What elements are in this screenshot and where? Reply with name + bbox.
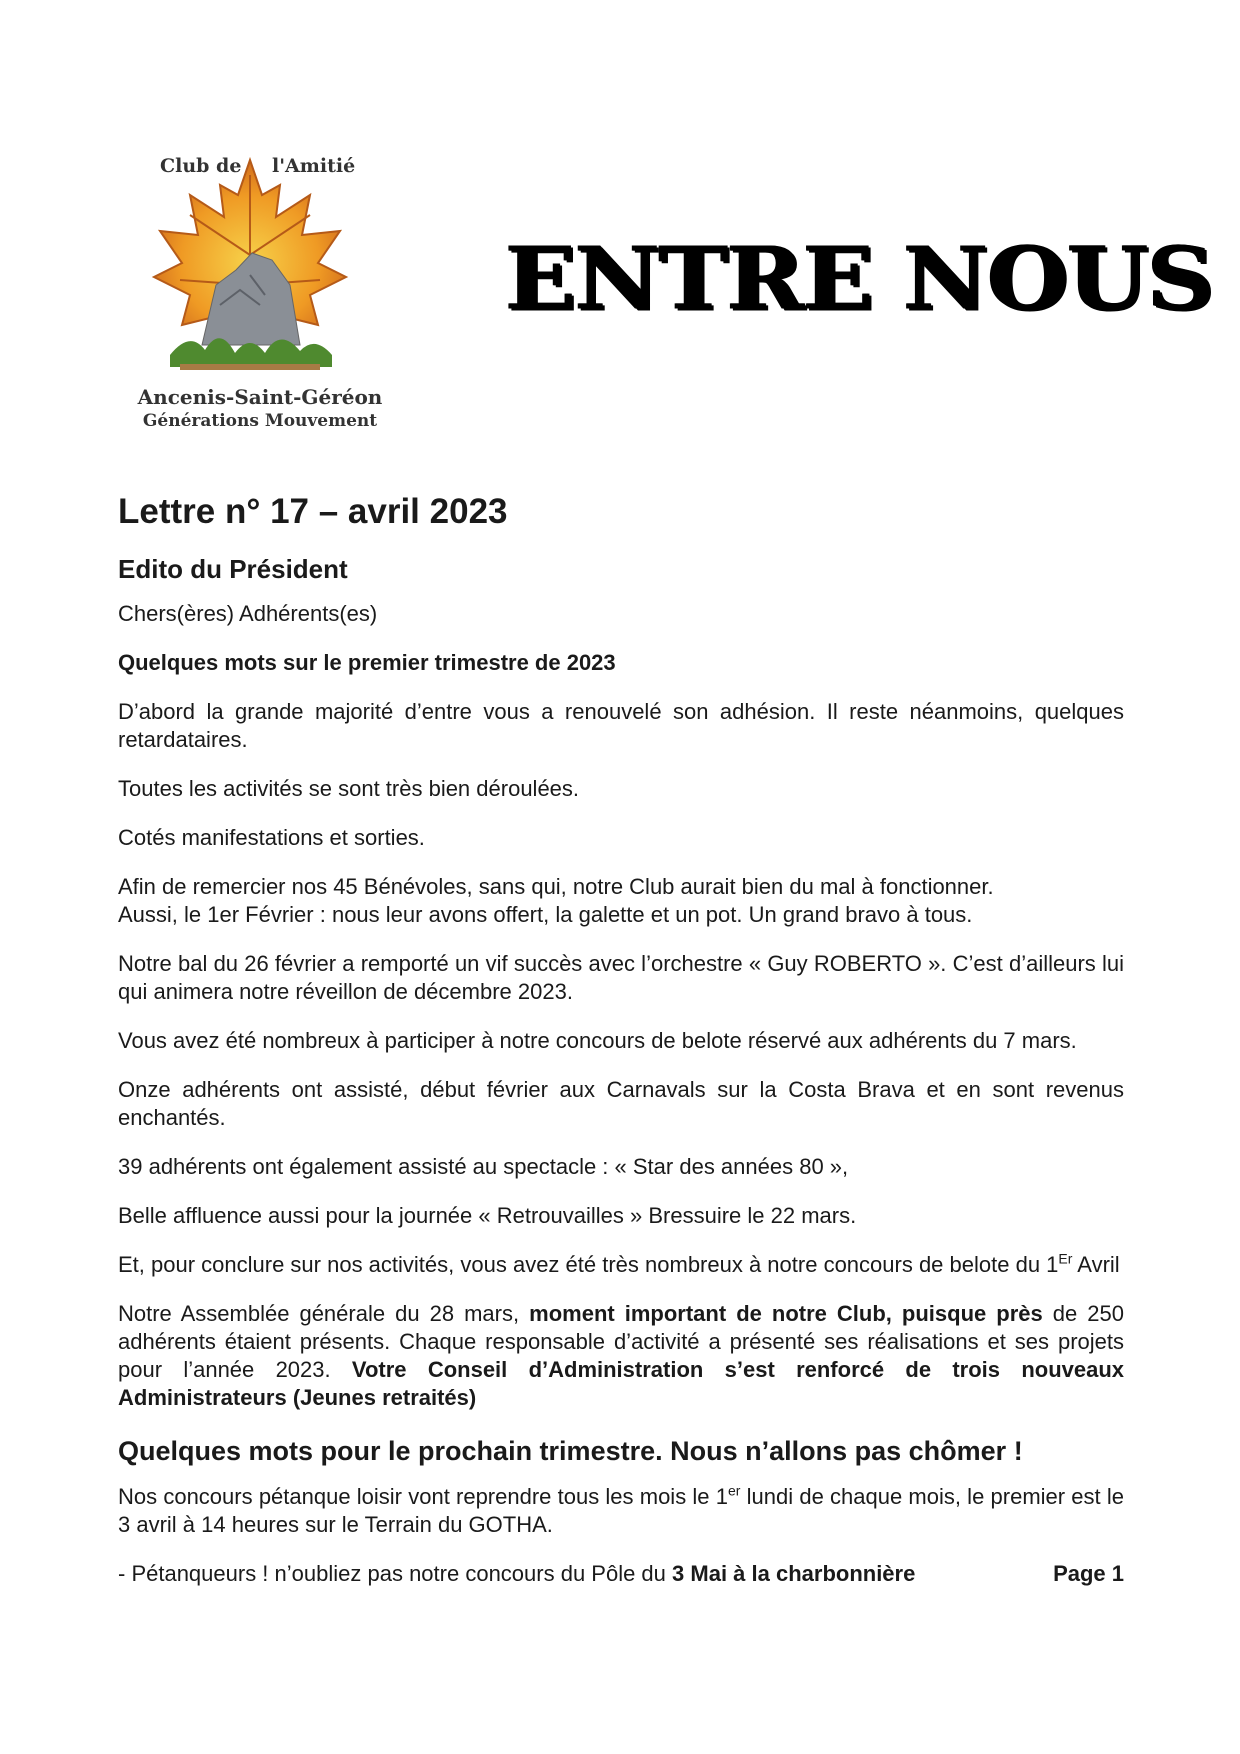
petanque-text2: lundi de chaque mois, le premier est le 3 avril à 14 heures sur le Terrain du GOTHA. <box>118 1484 1124 1537</box>
logo-text-bottom-line2: Générations Mouvement <box>142 411 378 431</box>
assembly-text2: de 250 adhérents étaient présents. Chaque responsable d’activité a présenté ses réalisations et ses projets pour l’année 2023. <box>118 1301 1124 1382</box>
newsletter-title: ENTRE NOUS <box>505 228 1213 330</box>
paragraph-renewal: D’abord la grande majorité d’entre vous a renouvelé son adhésion. Il reste néanmoins, quelques retardataires. <box>118 699 1124 752</box>
paragraph-conclusion <box>118 1251 1124 1279</box>
logo-text-top-left: Club de <box>160 155 242 177</box>
assembly-bold1: moment important de notre Club, puisque près <box>529 1301 1043 1326</box>
assembly-bold2: Votre Conseil d’Administration s’est renforcé de trois nouveaux Administrateurs (Jeunes retraités) <box>118 1357 1125 1410</box>
logo-text-top-right: l'Amitié <box>272 155 356 177</box>
volunteers-line1: Afin de remercier nos 45 Bénévoles, sans qui, notre Club aurait bien du mal à fonctionner. <box>118 874 994 899</box>
letter-number-heading: Lettre n° 17 – avril 2023 <box>118 492 508 531</box>
conclusion-sup: Er <box>1058 1250 1073 1267</box>
next-quarter-heading: Quelques mots pour le prochain trimestre. Nous n’allons pas chômer ! <box>118 1436 1023 1466</box>
reminder-bold: 3 Mai à la charbonnière <box>672 1561 916 1586</box>
edito-heading: Edito du Président <box>118 554 348 584</box>
club-logo <box>130 145 390 435</box>
maple-leaf-icon <box>150 155 350 385</box>
paragraph-show: 39 adhérents ont également assisté au spectacle : « Star des années 80 », <box>118 1154 849 1179</box>
page-number: Page 1 <box>1053 1561 1124 1586</box>
letter-content <box>118 490 1124 1588</box>
conclusion-text: Et, pour conclure sur nos activités, vous avez été très nombreux à notre concours de belote du 1 <box>118 1252 1059 1277</box>
logo-text-bottom-line1: Ancenis-Saint-Géréon <box>137 385 383 409</box>
paragraph-ball: Notre bal du 26 février a remporté un vif succès avec l’orchestre « Guy ROBERTO ». C’est d’ailleurs lui qui animera notre réveillon de décembre 2023. <box>118 951 1124 1004</box>
conclusion-end: Avril <box>1072 1252 1120 1277</box>
paragraph-reunion: Belle affluence aussi pour la journée « Retrouvailles » Bressuire le 22 mars. <box>118 1203 857 1228</box>
last-line <box>118 1560 1124 1588</box>
assembly-text1: Notre Assemblée générale du 28 mars, <box>118 1301 530 1326</box>
first-quarter-subtitle: Quelques mots sur le premier trimestre de 2023 <box>118 650 616 675</box>
greeting: Chers(ères) Adhérents(es) <box>118 601 378 626</box>
volunteers-line2: Aussi, le 1er Février : nous leur avons offert, la galette et un pot. Un grand bravo à tous. <box>118 902 973 927</box>
paragraph-assembly <box>118 1300 1124 1412</box>
petanque-reminder <box>118 1560 915 1588</box>
paragraph-activities: Toutes les activités se sont très bien déroulées. <box>118 776 580 801</box>
paragraph-events: Cotés manifestations et sorties. <box>118 825 425 850</box>
paragraph-volunteers <box>118 873 1124 929</box>
petanque-text1: Nos concours pétanque loisir vont reprendre tous les mois le 1 <box>118 1484 728 1509</box>
petanque-sup: er <box>727 1482 741 1499</box>
reminder-text: - Pétanqueurs ! n’oubliez pas notre concours du Pôle du <box>118 1561 673 1586</box>
paragraph-belote: Vous avez été nombreux à participer à notre concours de belote réservé aux adhérents du 7 mars. <box>118 1028 1077 1053</box>
paragraph-petanque <box>118 1483 1124 1539</box>
paragraph-carnival: Onze adhérents ont assisté, début février aux Carnavals sur la Costa Brava et en sont revenus enchantés. <box>118 1077 1124 1130</box>
